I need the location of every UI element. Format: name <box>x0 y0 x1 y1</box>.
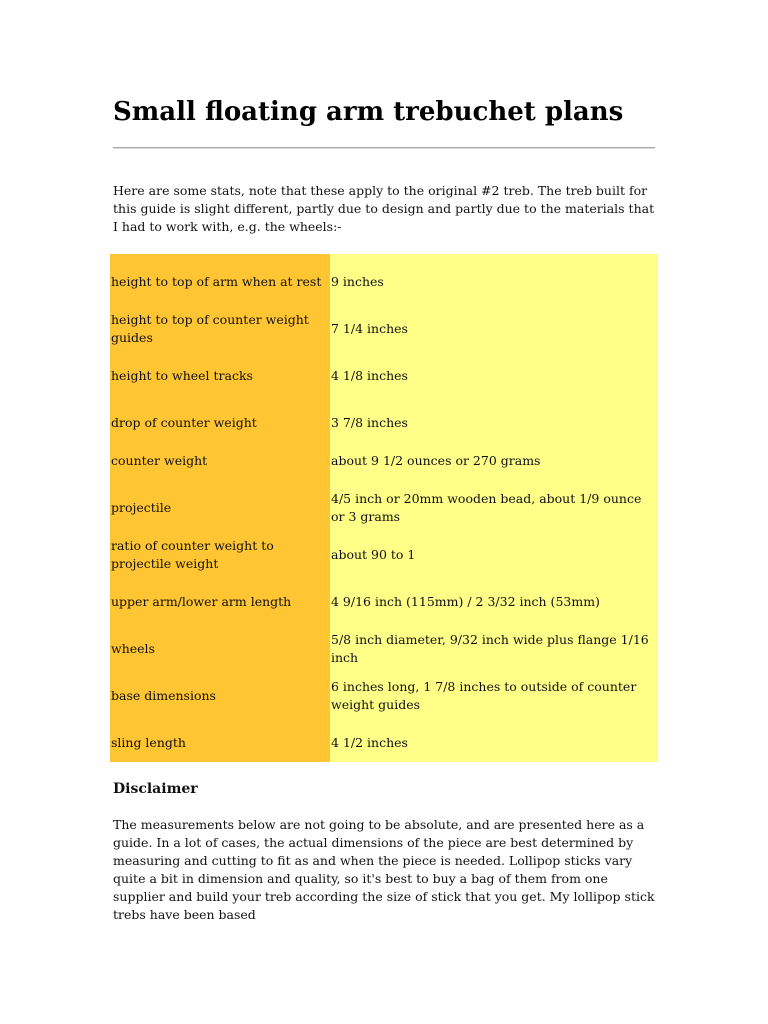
spec-label: drop of counter weight <box>110 404 330 442</box>
table-row <box>110 310 658 348</box>
disclaimer-heading: Disclaimer <box>113 781 198 797</box>
intro-paragraph: Here are some stats, note that these apply to the original #2 treb. The treb built for this guide is slight different, partly due to design and partly due to the materials that I had to work with, e.g. the wheels:- <box>113 183 655 234</box>
spec-label: ratio of counter weight to projectile weight <box>110 536 330 574</box>
spec-label: height to top of arm when at rest <box>110 254 330 310</box>
title-divider <box>113 147 655 149</box>
table-row <box>110 480 658 536</box>
spec-value: 3 7/8 inches <box>330 404 658 442</box>
table-row <box>110 442 658 480</box>
page-title: Small floating arm trebuchet plans <box>113 97 624 127</box>
table-row <box>110 724 658 762</box>
disclaimer-paragraph: The measurements below are not going to be absolute, and are presented here as a guide. In a lot of cases, the actual dimensions of the piece are best determined by measuring and cutting to fit as and when the piece is needed. Lollipop sticks vary quite a bit in dimension and quality, so it's best to buy a bag of them from one supplier and build your treb according the size of stick that you get. My lollipop stick trebs have been based <box>113 817 655 922</box>
spec-label: counter weight <box>110 442 330 480</box>
table-row <box>110 630 658 668</box>
spec-value: 9 inches <box>330 254 658 310</box>
spec-value: 4 1/8 inches <box>330 348 658 404</box>
table-row <box>110 348 658 404</box>
spec-value: 6 inches long, 1 7/8 inches to outside of counter weight guides <box>330 668 658 724</box>
table-row <box>110 668 658 724</box>
spec-label: height to wheel tracks <box>110 348 330 404</box>
spec-value: 5/8 inch diameter, 9/32 inch wide plus flange 1/16 inch <box>330 630 658 668</box>
spec-label: sling length <box>110 724 330 762</box>
table-row <box>110 574 658 630</box>
spec-value: 7 1/4 inches <box>330 310 658 348</box>
specs-table <box>110 254 658 762</box>
spec-label: wheels <box>110 630 330 668</box>
table-row <box>110 536 658 574</box>
spec-label: upper arm/lower arm length <box>110 574 330 630</box>
spec-value: 4 9/16 inch (115mm) / 2 3/32 inch (53mm) <box>330 574 658 630</box>
spec-label: projectile <box>110 480 330 536</box>
spec-value: about 90 to 1 <box>330 536 658 574</box>
table-row <box>110 404 658 442</box>
table-row <box>110 254 658 310</box>
spec-value: 4/5 inch or 20mm wooden bead, about 1/9 ounce or 3 grams <box>330 480 658 536</box>
spec-label: base dimensions <box>110 668 330 724</box>
spec-value: 4 1/2 inches <box>330 724 658 762</box>
spec-label: height to top of counter weight guides <box>110 310 330 348</box>
spec-value: about 9 1/2 ounces or 270 grams <box>330 442 658 480</box>
